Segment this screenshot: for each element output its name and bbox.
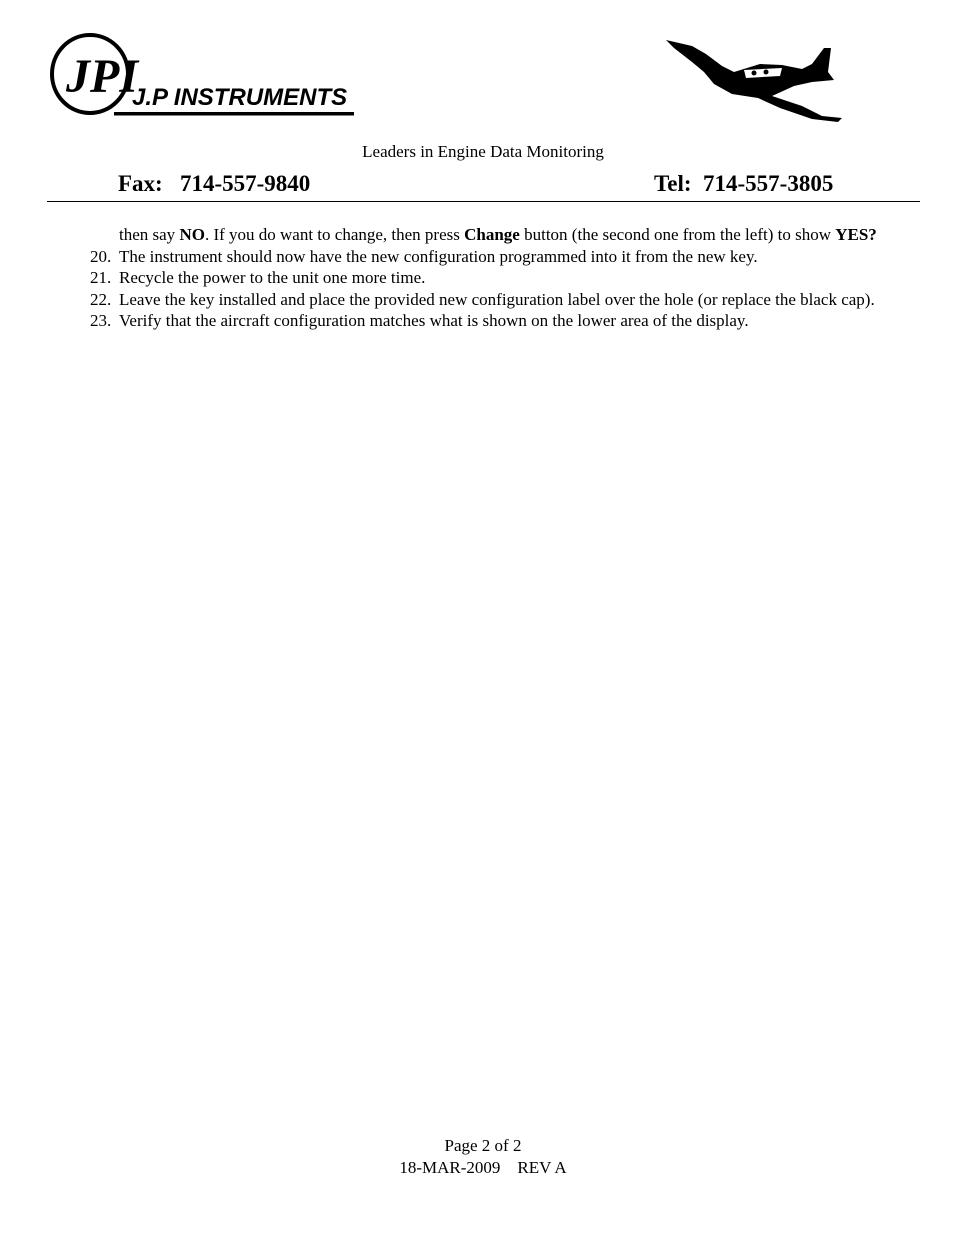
jpi-logo [48,30,358,122]
list-item [90,267,914,289]
item-text: Recycle the power to the unit one more time. [119,268,426,287]
bold-yes: YES? [835,225,877,244]
svg-text:JPI: JPI [66,50,138,103]
item-text: The instrument should now have the new configuration programmed into it from the new key. [119,246,758,266]
fax-line [118,171,310,197]
tel-label: Tel: [654,171,692,196]
tel-number: 714-557-3805 [703,171,834,196]
item-number: 20. [90,246,112,266]
instructions-body [0,224,954,332]
list-item [90,289,914,311]
airplane-icon [662,36,852,122]
item-text: Verify that the aircraft configuration matches what is shown on the lower area of the display. [119,311,749,330]
item-number: 23. [90,311,112,330]
tagline: Leaders in Engine Data Monitoring [362,142,604,161]
item-number: 21. [90,268,112,287]
page-number: Page 2 of 2 [444,1136,522,1155]
item-number: 22. [90,289,112,309]
text-run: button (the second one from the left) to show [519,225,836,244]
fax-number: 714-557-9840 [179,171,311,196]
date-revision: 18-MAR-2009 REV A [399,1158,567,1177]
tel-line [654,171,833,197]
list-item [90,246,914,268]
fax-label: Fax: [118,171,163,196]
svg-text:J.P INSTRUMENTS: J.P INSTRUMENTS [132,84,348,111]
page-footer [0,1135,954,1179]
list-item [90,310,914,332]
continued-paragraph [119,224,914,246]
text-run: . If you do want to change, then press [204,225,465,244]
header-divider [47,201,920,202]
bold-no: NO [179,225,205,244]
text-run: then say [119,225,180,244]
item-text: Leave the key installed and place the provided new configuration label over the hole (or replace the black cap). [119,289,875,309]
bold-change: Change [464,225,520,244]
